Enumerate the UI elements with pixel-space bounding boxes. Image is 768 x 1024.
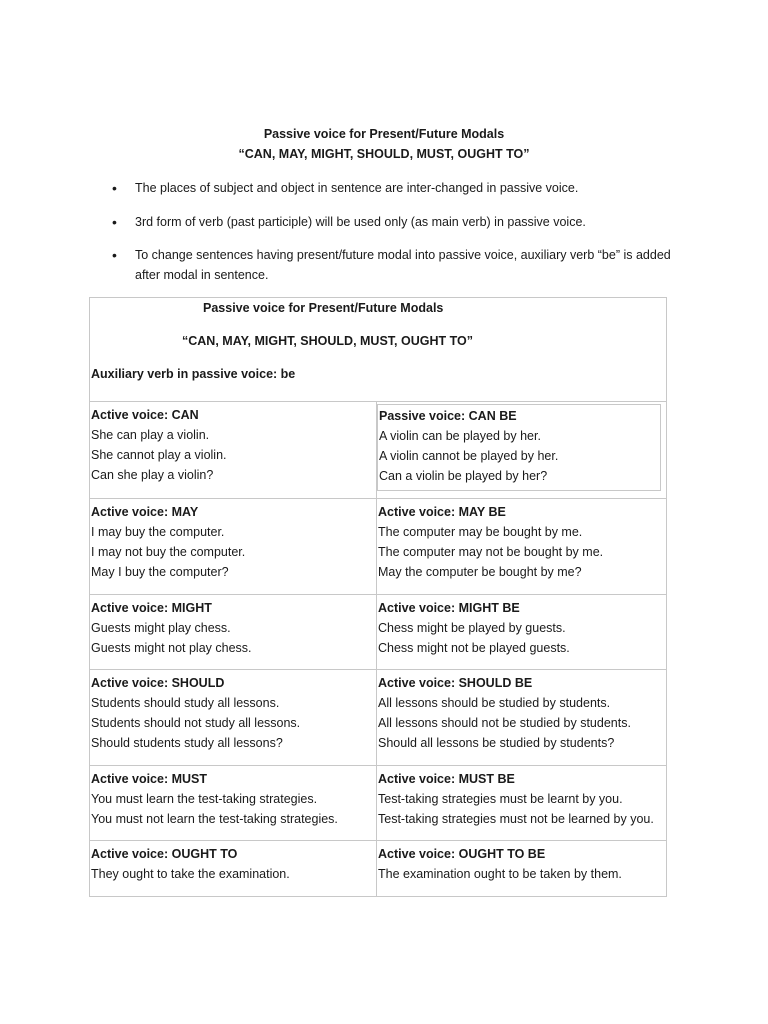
active-heading: Active voice: MUST [91, 772, 208, 786]
active-heading: Active voice: SHOULD [91, 676, 225, 690]
modals-table [89, 297, 667, 897]
active-heading: Active voice: MIGHT [91, 601, 212, 615]
passive-heading: Active voice: SHOULD BE [378, 676, 533, 690]
active-sentence: Students should not study all lessons. [91, 716, 301, 730]
table-row [90, 595, 667, 670]
active-sentence: She can play a violin. [91, 428, 210, 442]
active-sentence: I may buy the computer. [91, 525, 225, 539]
active-sentence: Should students study all lessons? [91, 736, 283, 750]
bullet-item [112, 178, 672, 198]
table-row [90, 670, 667, 766]
passive-heading: Active voice: OUGHT TO BE [378, 847, 546, 861]
bullet-text: 3rd form of verb (past participle) will be used only (as main verb) in passive voice. [135, 215, 586, 229]
passive-sentence: Chess might be played by guests. [378, 621, 566, 635]
table-row [90, 841, 667, 897]
passive-cell [377, 670, 667, 766]
active-sentence: Can she play a violin? [91, 468, 214, 482]
bullet-text: The places of subject and object in sentence are inter-changed in passive voice. [135, 181, 579, 195]
passive-cell [377, 402, 667, 499]
active-heading: Active voice: OUGHT TO [91, 847, 238, 861]
bullet-item [112, 245, 672, 285]
passive-inner-box [377, 404, 661, 491]
passive-heading: Active voice: MIGHT BE [378, 601, 520, 615]
active-heading: Active voice: CAN [91, 408, 199, 422]
bullet-text: To change sentences having present/future modal into passive voice, auxiliary verb “be” is added after modal in sentence. [135, 248, 671, 282]
passive-cell [377, 499, 667, 595]
active-sentence: Students should study all lessons. [91, 696, 280, 710]
table-subtitle: “CAN, MAY, MIGHT, SHOULD, MUST, OUGHT TO” [182, 334, 473, 348]
passive-sentence: Chess might not be played guests. [378, 641, 570, 655]
active-cell [90, 766, 377, 841]
bullet-icon: • [112, 180, 117, 196]
active-cell [90, 499, 377, 595]
passive-heading: Active voice: MAY BE [378, 505, 506, 519]
active-sentence: They ought to take the examination. [91, 867, 290, 881]
passive-sentence: A violin cannot be played by her. [379, 449, 559, 463]
passive-cell [377, 766, 667, 841]
passive-cell [377, 595, 667, 670]
active-sentence: May I buy the computer? [91, 565, 229, 579]
active-sentence: I may not buy the computer. [91, 545, 246, 559]
passive-sentence: Should all lessons be studied by students? [378, 736, 615, 750]
passive-heading: Passive voice: CAN BE [379, 409, 517, 423]
passive-sentence: All lessons should be studied by students. [378, 696, 611, 710]
document-subtitle: “CAN, MAY, MIGHT, SHOULD, MUST, OUGHT TO” [238, 147, 530, 161]
table-header-cell [90, 298, 667, 402]
active-cell [90, 402, 377, 499]
passive-sentence: Can a violin be played by her? [379, 469, 548, 483]
active-sentence: She cannot play a violin. [91, 448, 227, 462]
bullet-icon: • [112, 247, 117, 263]
passive-sentence: The computer may not be bought by me. [378, 545, 604, 559]
passive-cell [377, 841, 667, 897]
passive-heading: Active voice: MUST BE [378, 772, 515, 786]
table-row [90, 499, 667, 595]
passive-sentence: A violin can be played by her. [379, 429, 541, 443]
bullet-icon: • [112, 214, 117, 230]
table-row [90, 402, 667, 499]
active-cell [90, 841, 377, 897]
document-title: Passive voice for Present/Future Modals [263, 127, 505, 141]
passive-sentence: May the computer be bought by me? [378, 565, 582, 579]
active-sentence: Guests might not play chess. [91, 641, 252, 655]
bullet-list [112, 178, 672, 298]
active-cell [90, 595, 377, 670]
passive-sentence: The computer may be bought by me. [378, 525, 583, 539]
bullet-item [112, 212, 672, 232]
passive-sentence: All lessons should not be studied by students. [378, 716, 631, 730]
passive-sentence: Test-taking strategies must not be learned by you. [378, 812, 654, 826]
passive-sentence: The examination ought to be taken by them. [378, 867, 622, 881]
table-title: Passive voice for Present/Future Modals [203, 301, 444, 315]
active-sentence: Guests might play chess. [91, 621, 231, 635]
table-header-row [90, 298, 667, 402]
active-sentence: You must learn the test-taking strategies. [91, 792, 318, 806]
active-heading: Active voice: MAY [91, 505, 199, 519]
table-row [90, 766, 667, 841]
active-sentence: You must not learn the test-taking strategies. [91, 812, 338, 826]
active-cell [90, 670, 377, 766]
passive-sentence: Test-taking strategies must be learnt by you. [378, 792, 623, 806]
auxiliary-verb-note: Auxiliary verb in passive voice: be [91, 367, 296, 381]
